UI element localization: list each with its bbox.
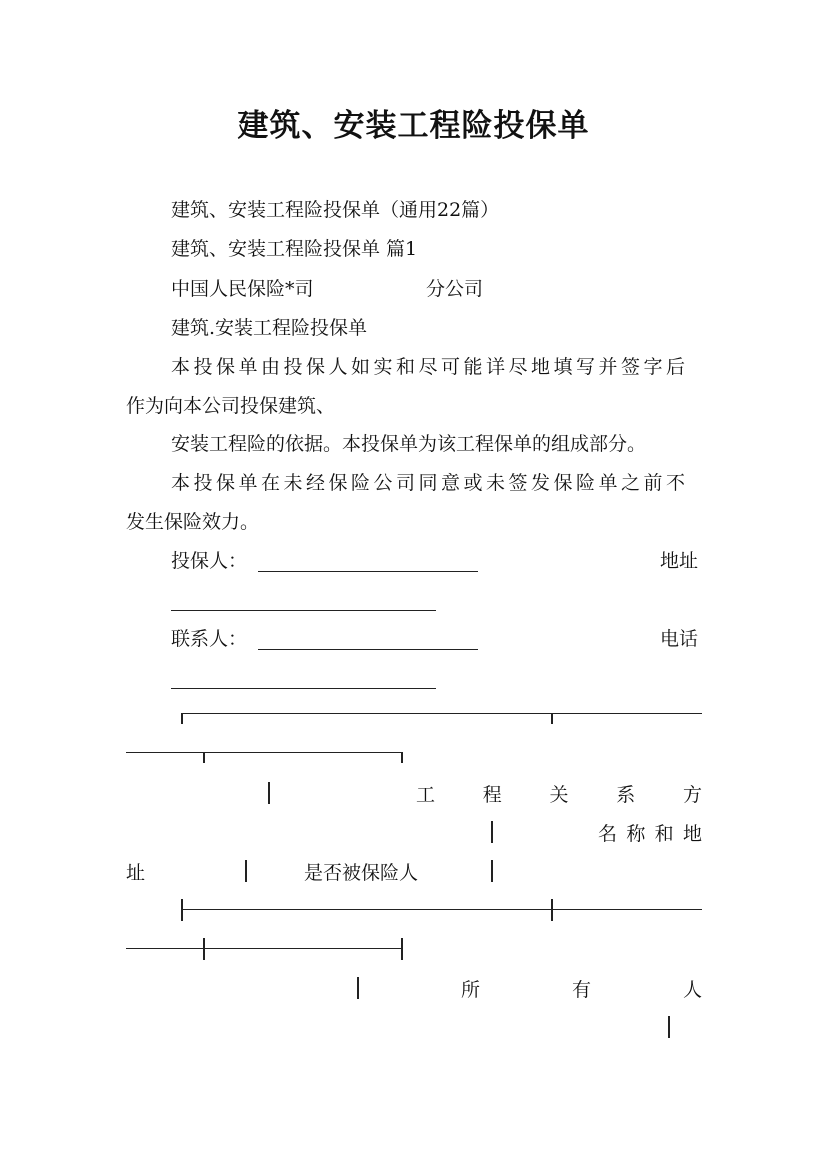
phone-label: 电话 [660, 628, 699, 650]
basis-paragraph: 安装工程险的依据。本投保单为该工程保单的组成部分。 [171, 433, 647, 455]
branch-label: 分公司 [426, 278, 484, 300]
company-name: 中国人民保险*司 [171, 278, 314, 300]
section-heading: 建筑、安装工程险投保单 篇1 [171, 238, 418, 260]
table-cell-border [357, 977, 359, 999]
validity-paragraph-line1: 本投保单在未经保险公司同意或未签发保险单之前不 [171, 472, 689, 494]
header-related-parties: 工 程 关 系 方 [416, 784, 702, 806]
table-corner [181, 713, 183, 724]
header-name-address: 名 称 和 地 [598, 823, 702, 845]
intro-paragraph-line2: 作为向本公司投保建筑、 [126, 395, 336, 417]
header-is-insured: 是否被保险人 [304, 862, 419, 884]
intro-paragraph-line1: 本投保单由投保人如实和尽可能详尽地填写并签字后 [171, 356, 689, 378]
table-top-border [181, 713, 702, 714]
table-row-border [181, 909, 702, 910]
table-divider [203, 752, 205, 763]
row-owner: 所 有 人 [461, 979, 702, 1001]
table-cell-border [491, 821, 493, 843]
table-top-border-cont [126, 752, 403, 753]
contact-underline [258, 649, 478, 650]
table-cell-border [268, 782, 270, 804]
table-row-border-cont [126, 948, 403, 949]
table-cell-border [245, 860, 247, 882]
phone-underline [171, 688, 436, 689]
subtitle-line: 建筑、安装工程险投保单（通用22篇） [171, 199, 500, 221]
table-cell-border [401, 938, 403, 960]
applicant-underline [258, 571, 478, 572]
form-name: 建筑.安装工程险投保单 [171, 317, 368, 339]
address-label: 地址 [660, 550, 699, 572]
table-cell-border [203, 938, 205, 960]
document-title: 建筑、安装工程险投保单 [237, 108, 590, 144]
table-cell-border [181, 899, 183, 921]
address-underline [171, 610, 436, 611]
applicant-label: 投保人： [171, 550, 248, 572]
table-cell-border [668, 1016, 670, 1038]
table-divider [551, 713, 553, 724]
contact-label: 联系人： [171, 628, 248, 650]
table-corner [401, 752, 403, 763]
validity-paragraph-line2: 发生保险效力。 [126, 511, 260, 533]
table-cell-border [491, 860, 493, 882]
table-cell-border [551, 899, 553, 921]
header-address-end: 址 [126, 862, 146, 884]
